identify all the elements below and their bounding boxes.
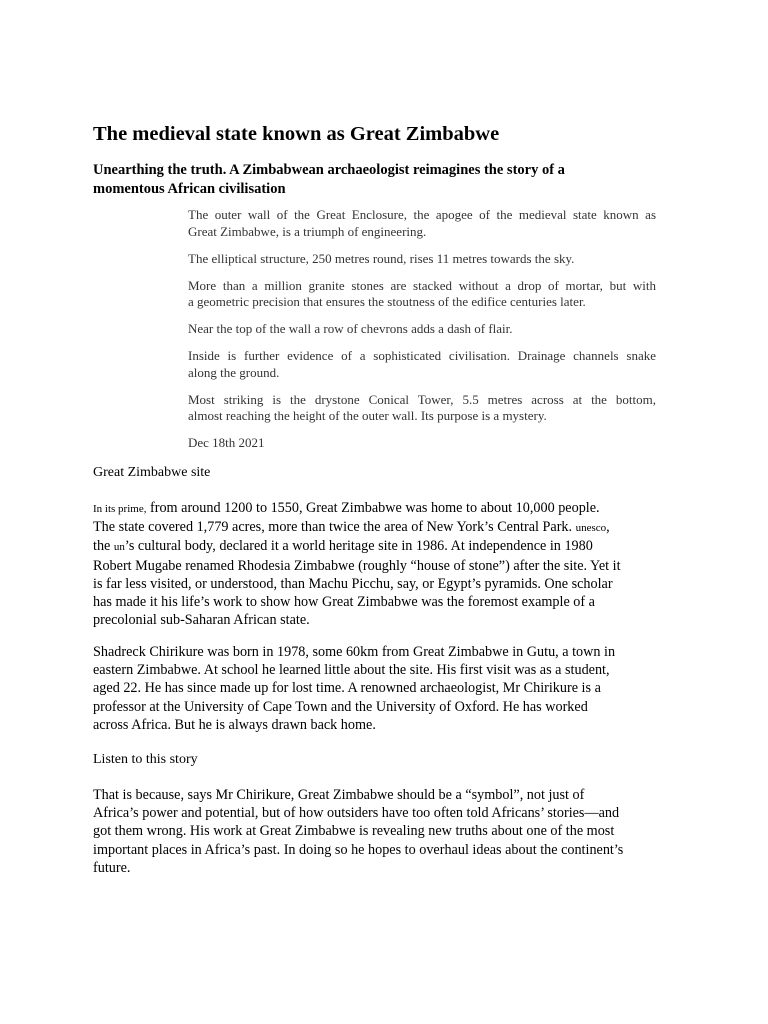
body-line: Africa’s power and potential, but of how outsiders have too often told Africans’ stories—and: [93, 805, 620, 822]
gallery-caption: [188, 348, 656, 381]
subtitle-line: momentous African civilisation: [93, 181, 286, 197]
body-line: Robert Mugabe renamed Rhodesia Zimbabwe (roughly “house of stone”) after the site. Yet it: [93, 557, 621, 574]
article-title: The medieval state known as Great Zimbabwe: [93, 123, 500, 145]
body-line: future.: [93, 859, 131, 876]
un-smallcaps: un: [113, 541, 125, 554]
article-subtitle: [93, 161, 565, 199]
caption-line: Great Zimbabwe, is a triumph of engineering.: [188, 223, 427, 239]
publication-date: Dec 18th 2021: [188, 435, 265, 450]
gallery-caption: [188, 251, 656, 268]
caption-line: almost reaching the height of the outer wall. Its purpose is a mystery.: [188, 408, 547, 423]
listen-label: Listen to this story: [93, 752, 198, 767]
gallery-captions: [188, 207, 656, 452]
body-line: important places in Africa’s past. In doing so he hopes to overhaul ideas about the continent’s: [93, 841, 624, 858]
body-text: ’s cultural body, declared it a world heritage site in 1986. At independence in 1980: [124, 538, 593, 555]
body-line: professor at the University of Cape Town and the University of Oxford. He has worked: [93, 698, 588, 715]
subtitle-line: Unearthing the truth. A Zimbabwean archaeologist reimagines the story of a: [93, 162, 565, 178]
body-line: got them wrong. His work at Great Zimbabwe is revealing new truths about one of the most: [93, 823, 615, 840]
body-line: is far less visited, or understood, than Machu Picchu, say, or Egypt’s pyramids. One scholar: [93, 575, 613, 592]
caption-line: Most striking is the drystone Conical Tower, 5.5 metres across at the bottom,: [188, 391, 656, 407]
body-line: eastern Zimbabwe. At school he learned little about the site. His first visit was as a student,: [93, 662, 610, 679]
lead-in-smallcaps: In its prime,: [93, 503, 147, 515]
image-label: Great Zimbabwe site: [93, 465, 211, 480]
body-paragraph-3: [93, 786, 623, 877]
body-line: precolonial sub-Saharan African state.: [93, 612, 310, 629]
body-text: from around 1200 to 1550, Great Zimbabwe was home to about 10,000 people.: [146, 500, 600, 516]
body-paragraph-2: [93, 643, 615, 734]
caption-line: The elliptical structure, 250 metres round, rises 11 metres towards the sky.: [188, 250, 575, 266]
gallery-caption: [188, 392, 656, 425]
body-text: ,: [606, 519, 610, 536]
body-line: Shadreck Chirikure was born in 1978, some 60km from Great Zimbabwe in Gutu, a town in: [93, 644, 616, 660]
caption-line: More than a million granite stones are stacked without a drop of mortar, but with: [188, 277, 656, 293]
body-line: That is because, says Mr Chirikure, Great Zimbabwe should be a “symbol”, not just of: [93, 787, 585, 803]
body-line: across Africa. But he is always drawn back home.: [93, 716, 376, 733]
caption-line: Near the top of the wall a row of chevrons adds a dash of flair.: [188, 321, 513, 336]
gallery-caption: [188, 321, 656, 338]
gallery-caption: [188, 278, 656, 311]
body-line: [93, 518, 621, 537]
body-line: aged 22. He has since made up for lost time. A renowned archaeologist, Mr Chirikure is a: [93, 680, 601, 697]
body-line: has made it his life’s work to show how Great Zimbabwe was the foremost example of a: [93, 594, 595, 611]
unesco-smallcaps: unesco: [575, 522, 607, 535]
body-line: [93, 537, 621, 556]
body-line: [93, 499, 621, 518]
caption-line: Inside is further evidence of a sophisticated civilisation. Drainage channels snake: [188, 348, 656, 363]
caption-line: The outer wall of the Great Enclosure, the apogee of the medieval state known as: [188, 207, 656, 222]
caption-line: along the ground.: [188, 364, 280, 380]
body-paragraph-1: [93, 499, 621, 629]
caption-line: a geometric precision that ensures the stoutness of the edifice centuries later.: [188, 294, 586, 309]
gallery-caption: [188, 207, 656, 240]
body-text: the: [93, 538, 114, 555]
body-text: The state covered 1,779 acres, more than twice the area of New York’s Central Park.: [93, 519, 576, 536]
